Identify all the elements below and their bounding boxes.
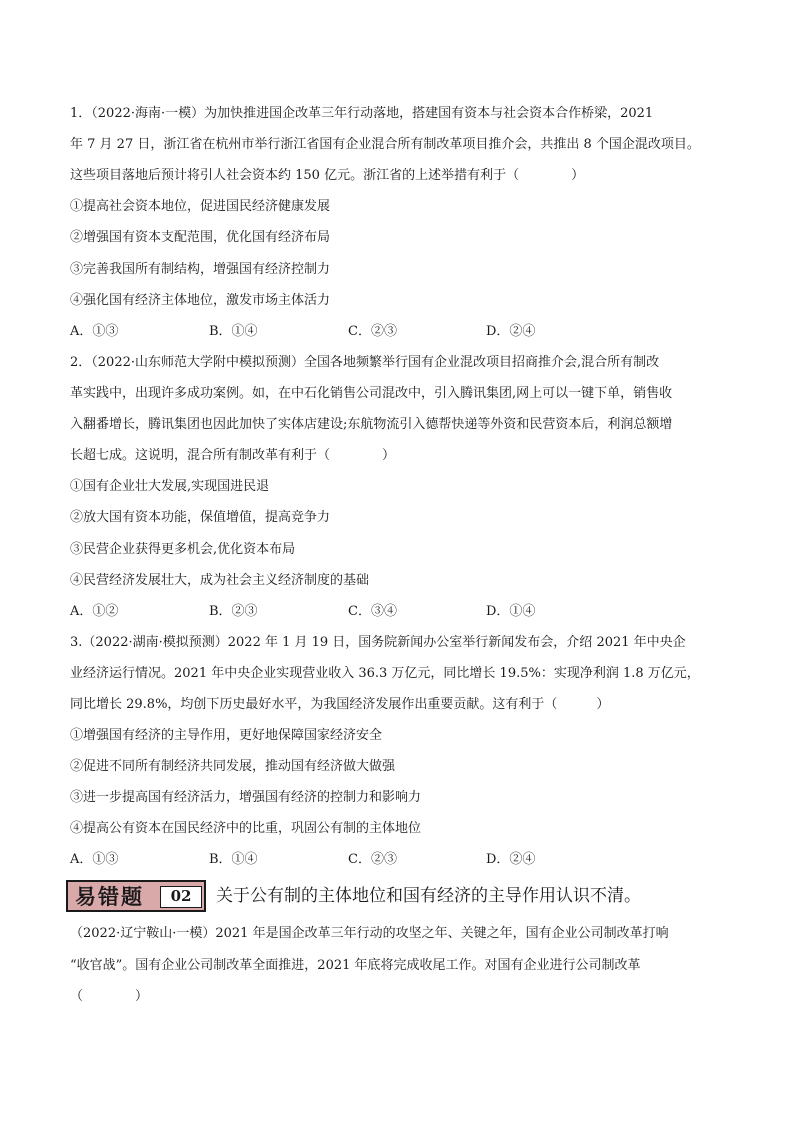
- q2-stem-line-4: 长超七成。这说明，混合所有制改革有利于（ ）: [70, 448, 396, 463]
- q2-stem-line-3: 入翻番增长，腾讯集团也因此加快了实体店建设;东航物流引入德帮快递等外资和民营资本后，利润总额增: [70, 417, 673, 432]
- q3-item-4: ④提高公有资本在国民经济中的比重，巩固公有制的主体地位: [70, 821, 422, 836]
- q1-option-a: A．①③: [70, 324, 119, 339]
- q3-stem-line-3: 同比增长 29.8%，均创下历史最好水平，为我国经济发展作出重要贡献。这有利于（ ）: [70, 697, 610, 712]
- q1-stem-line-1: 1．（2022·海南·一模）为加快推进国企改革三年行动落地，搭建国有资本与社会资本合作桥梁，2021: [70, 106, 654, 121]
- q3-item-2: ②促进不同所有制经济共同发展，推动国有经济做大做强: [70, 759, 396, 774]
- q2-item-4: ④民营经济发展壮大，成为社会主义经济制度的基础: [70, 573, 370, 588]
- q3-option-c: C．②③: [348, 852, 397, 867]
- section-title: 易错题: [75, 884, 144, 909]
- section-label-box: [66, 880, 206, 912]
- q3-option-d: D．②④: [486, 852, 536, 867]
- q1-item-2: ②增强国有资本支配范围，优化国有经济布局: [70, 230, 331, 245]
- section-topic: 关于公有制的主体地位和国有经济的主导作用认识不清。: [216, 886, 641, 906]
- q1-options: [70, 323, 730, 341]
- q3-option-b: B．①④: [209, 852, 258, 867]
- q1-stem-line-2: 年 7 月 27 日，浙江省在杭州市举行浙江省国有企业混合所有制改革项目推介会，共推出 8 个国企混改项目。: [70, 137, 700, 152]
- q4-stem-line-1: （2022·辽宁鞍山·一模）2021 年是国企改革三年行动的攻坚之年、关键之年，国有企业公司制改革打响: [70, 926, 669, 941]
- q3-item-3: ③进一步提高国有经济活力，增强国有经济的控制力和影响力: [70, 790, 422, 805]
- section-banner: [66, 880, 716, 912]
- q1-item-1: ①提高社会资本地位，促进国民经济健康发展: [70, 199, 331, 214]
- q1-option-d: D．②④: [486, 324, 536, 339]
- q3-stem-line-2: 业经济运行情况。2021 年中央企业实现营业收入 36.3 万亿元，同比增长 19.5%：实现净利润 1.8 万亿元，: [70, 666, 700, 681]
- q1-item-3: ③完善我国所有制结构，增强国有经济控制力: [70, 262, 331, 277]
- q2-option-c: C．③④: [348, 604, 397, 619]
- q2-item-3: ③民营企业获得更多机会,优化资本布局: [70, 542, 296, 557]
- q2-item-1: ①国有企业壮大发展,实现国进民退: [70, 479, 270, 494]
- q4-stem-line-3: （ ）: [70, 989, 149, 1004]
- q1-option-c: C．②③: [348, 324, 397, 339]
- q2-item-2: ②放大国有资本功能，保值增值，提高竞争力: [70, 510, 331, 525]
- q3-options: [70, 851, 730, 869]
- q2-option-a: A．①②: [70, 604, 119, 619]
- q1-item-4: ④强化国有经济主体地位，激发市场主体活力: [70, 293, 331, 308]
- q1-option-b: B．①④: [209, 324, 258, 339]
- section-number: 02: [160, 886, 202, 908]
- q2-option-d: D．①④: [486, 604, 536, 619]
- q3-stem-line-1: 3.（2022·湖南·模拟预测）2022 年 1 月 19 日，国务院新闻办公室举行新闻发布会，介绍 2021 年中央企: [70, 635, 686, 650]
- q3-item-1: ①增强国有经济的主导作用，更好地保障国家经济安全: [70, 728, 383, 743]
- q2-option-b: B．②③: [209, 604, 258, 619]
- q3-option-a: A．①③: [70, 852, 119, 867]
- q2-stem-line-1: 2．（2022·山东师范大学附中模拟预测）全国各地频繁举行国有企业混改项目招商推介会,混合所有制改: [70, 355, 660, 370]
- q1-stem-line-3: 这些项目落地后预计将引人社会资本约 150 亿元。浙江省的上述举措有利于（ ）: [70, 168, 585, 183]
- q2-options: [70, 603, 730, 621]
- q4-stem-line-2: “收官战”。国有企业公司制改革全面推进，2021 年底将完成收尾工作。对国有企业进行公司制改革: [70, 958, 641, 973]
- q2-stem-line-2: 革实践中，出现许多成功案例。如，在中石化销售公司混改中，引入腾讯集团,网上可以一键下单，销售收: [70, 386, 673, 401]
